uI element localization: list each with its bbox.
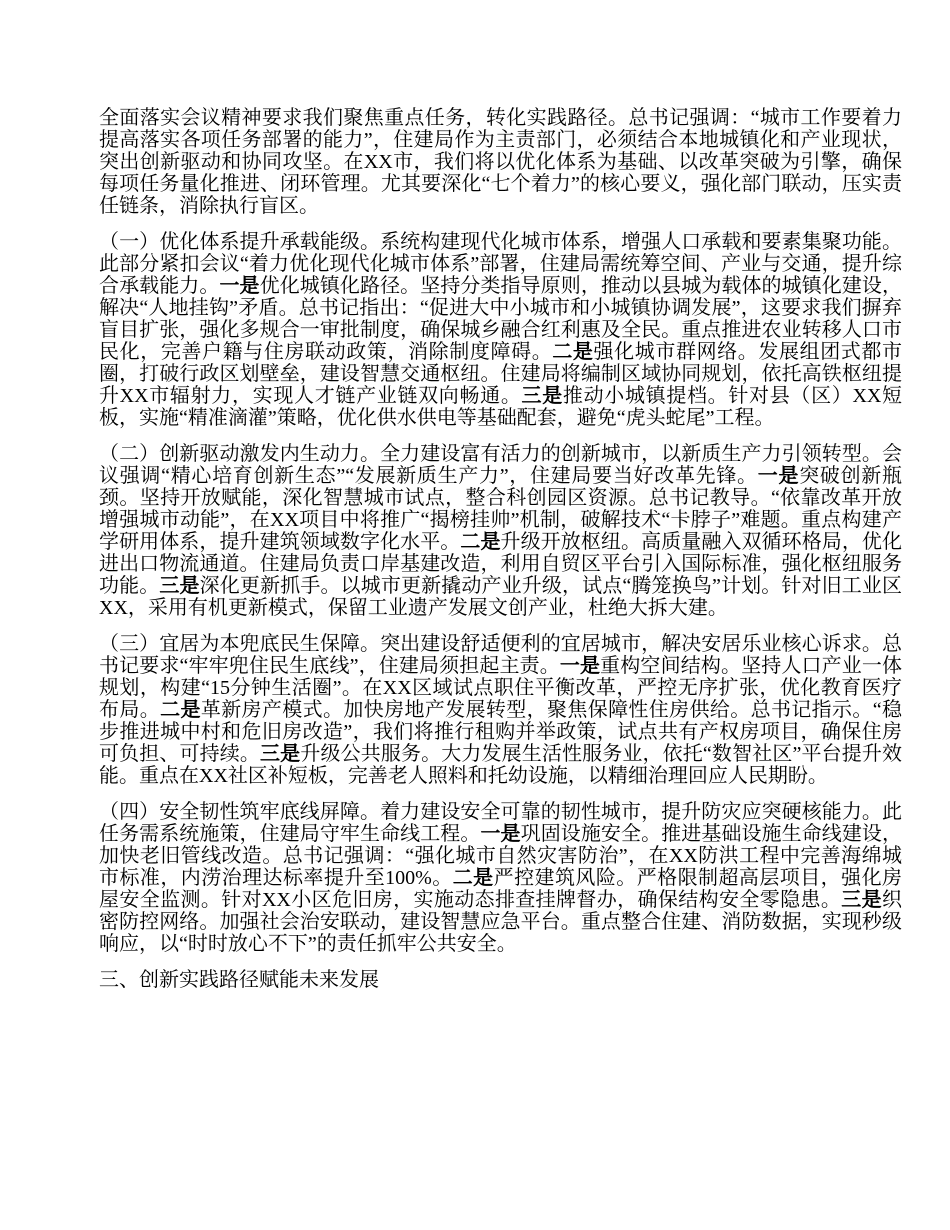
paragraph-section-2	[99, 443, 902, 619]
bold-run: 三是	[841, 889, 883, 911]
bold-run: 二是	[160, 699, 201, 721]
bold-run: 二是	[552, 341, 594, 363]
text-run: 巩固设施安全。推进基础设施生命线建设，加快老旧管线改造。总书记强调：“强化城市自然灾害防治”，在XX防洪工程中完善海绵城市标准，内涝治理达标率提升至100%。	[99, 823, 903, 889]
text-run: 革新房产模式。加快房地产发展转型，聚焦保障性住房供给。总书记指示。“稳步推进城中村和危旧房改造”，我们将推行租购并举政策，试点共有产权房项目，确保住房可负担、可持续。	[99, 699, 903, 765]
text-run: 升级开放枢纽。高质量融入双循环格局，优化进出口物流通道。住建局负责口岸基建改造，利用自贸区平台引入国际标准，强化枢纽服务功能。	[99, 531, 903, 597]
bold-run: 三是	[521, 385, 563, 407]
section-heading-3	[99, 969, 902, 991]
bold-run: 二是	[452, 867, 494, 889]
text-run: 强化城市群网络。发展组团式都市圈，打破行政区划壁垒，建设智慧交通枢纽。住建局将编制区域协同规划，依托高铁枢纽提升XX市辐射力，实现人才链产业链双向畅通。	[99, 341, 903, 407]
bold-run: 一是	[559, 655, 601, 677]
paragraph-section-1	[99, 231, 902, 429]
document-body	[99, 107, 902, 1005]
bold-run: 三是	[159, 575, 200, 597]
bold-run: 三是	[260, 743, 301, 765]
text-run: 全面落实会议精神要求我们聚焦重点任务，转化实践路径。总书记强调：“城市工作要着力提高落实各项任务部署的能力”，住建局作为主责部门，必须结合本地城镇化和产业现状，突出创新驱动和协同攻坚。在XX市，我们将以优化体系为基础、以改革突破为引擎，确保每项任务量化推进、闭环管理。尤其要深化“七个着力”的核心要义，强化部门联动，压实责任链条，消除执行盲区。	[99, 107, 902, 217]
text-run: 突破创新瓶颈。坚持开放赋能，深化智慧城市试点，整合科创园区资源。总书记教导。“依靠改革开放增强城市动能”，在XX项目中将推广“揭榜挂帅”机制，破解技术“卡脖子”难题。重点构建产学研用体系，提升建筑领域数字化水平。	[99, 465, 903, 553]
text-run: 升级公共服务。大力发展生活性服务业，依托“数智社区”平台提升效能。重点在XX社区补短板，完善老人照料和托幼设施，以精细治理回应人民期盼。	[99, 743, 902, 787]
text-run: （一）优化体系提升承载能级。系统构建现代化城市体系，增强人口承载和要素集聚功能。此部分紧扣会议“着力优化现代化城市体系”部署，住建局需统筹空间、产业与交通，提升综合承载能力。	[99, 231, 902, 297]
text-run: 深化更新抓手。以城市更新撬动产业升级，试点“腾笼换鸟”计划。针对旧工业区XX，采用有机更新模式，保留工业遗产发展文创产业，杜绝大拆大建。	[99, 575, 903, 619]
text-run: （三）宜居为本兜底民生保障。突出建设舒适便利的宜居城市，解决安居乐业核心诉求。总书记要求“牢牢兜住民生底线”，住建局须担起主责。	[99, 633, 902, 677]
text-run: 重构空间结构。坚持人口产业一体规划，构建“15分钟生活圈”。在XX区域试点职住平衡改革，严控无序扩张，优化教育医疗布局。	[99, 655, 903, 721]
paragraph-intro	[99, 107, 902, 217]
text-run: （四）安全韧性筑牢底线屏障。着力建设安全可靠的韧性城市，提升防灾应突硬核能力。此任务需系统施策，住建局守牢生命线工程。	[99, 801, 902, 845]
text-run: 织密防控网络。加强社会治安联动，建设智慧应急平台。重点整合住建、消防数据，实现秒级响应，以“时时放心不下”的责任抓牢公共安全。	[99, 889, 903, 955]
bold-run: 二是	[460, 531, 501, 553]
text-run: 推动小城镇提档。针对县（区）XX短板，实施“精准滴灌”策略，优化供水供电等基础配套，避免“虎头蛇尾”工程。	[99, 385, 903, 429]
bold-run: 一是	[757, 465, 800, 487]
text-run: 严控建筑风险。严格限制超高层项目，强化房屋安全监测。针对XX小区危旧房，实施动态排查挂牌督办，确保结构安全零隐患。	[99, 867, 903, 911]
text-run: （二）创新驱动激发内生动力。全力建设富有活力的创新城市，以新质生产力引领转型。会议强调“精心培育创新生态”“发展新质生产力”，住建局要当好改革先锋。	[99, 443, 902, 487]
bold-run: 一是	[480, 823, 521, 845]
paragraph-section-3	[99, 633, 902, 787]
bold-run: 一是	[219, 275, 260, 297]
paragraph-section-4	[99, 801, 902, 955]
text-run: 优化城镇化路径。坚持分类指导原则，推动以县城为载体的城镇化建设，解决“人地挂钩”矛盾。总书记指出：“促进大中小城市和小城镇协调发展”，这要求我们摒弃盲目扩张，强化多规合一审批制度，确保城乡融合红利惠及全民。重点推进农业转移人口市民化，完善户籍与住房联动政策，消除制度障碍。	[99, 275, 903, 363]
text-run: 三、创新实践路径赋能未来发展	[99, 969, 379, 991]
